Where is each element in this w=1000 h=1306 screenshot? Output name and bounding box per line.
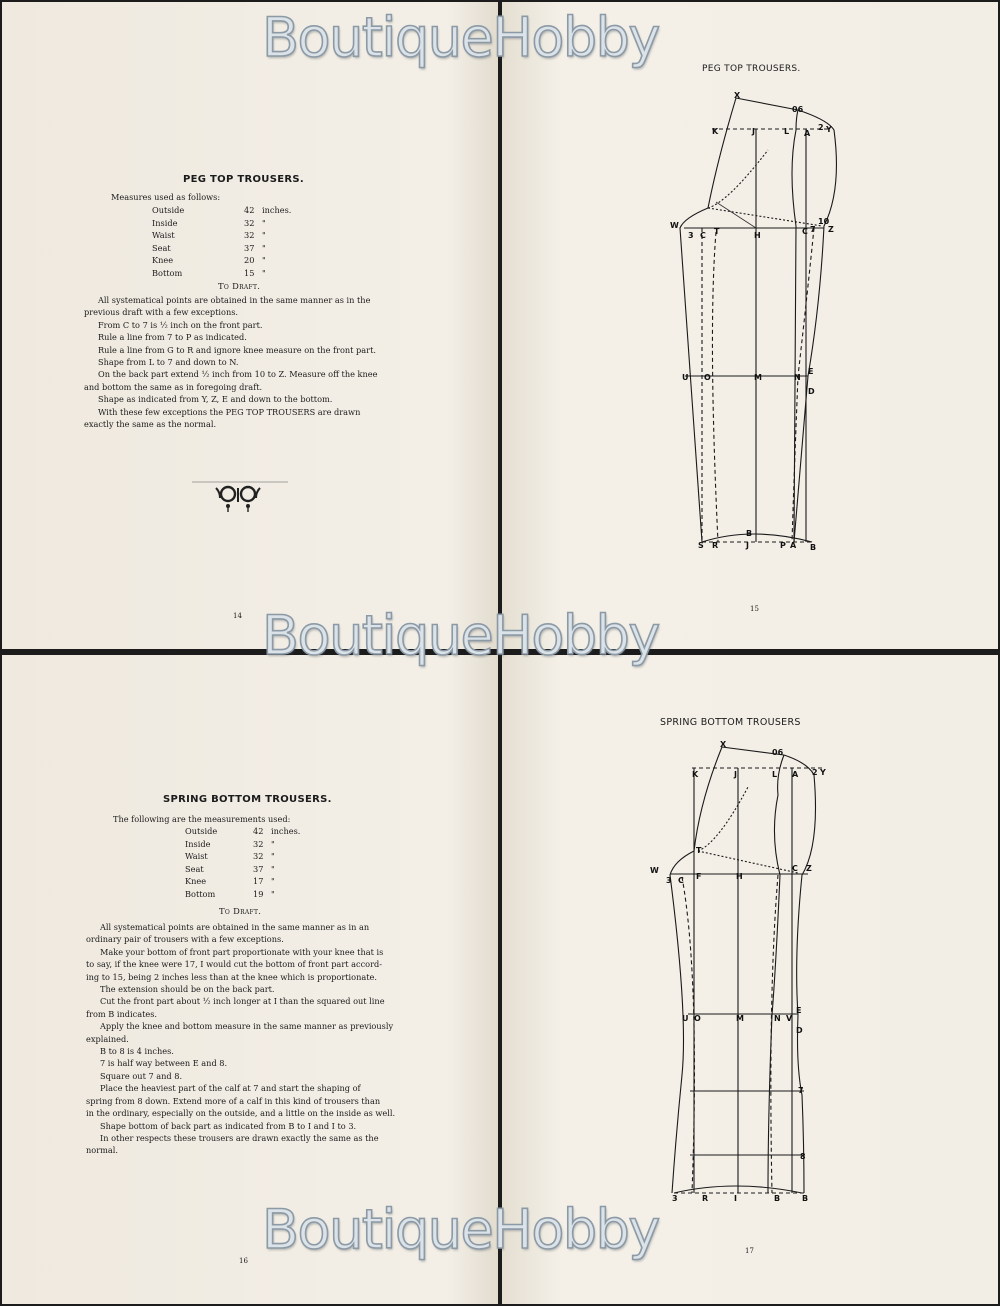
diagram-label: V [786,1014,793,1023]
diagram-label: 7 [798,1086,804,1095]
watermark: BoutiqueHobby [262,6,659,69]
page-title: SPRING BOTTOM TROUSERS. [163,794,332,805]
measure-row: Knee 20 " [152,255,266,266]
diagram-label: U [682,373,689,382]
diagram-label: 3 [688,231,694,240]
diagram-label: D [808,387,815,396]
diagram-label: B [810,543,817,552]
draft-subtitle: To Draft. [219,906,262,916]
draft-instructions: All systematical points are obtained in the same manner as in an ordinary pair of trousers with a few exceptions. Make your bottom of front part proportionate with your knee that is to say, if the knee were 17, I would cut the bottom of front part accord- ing to 15, being 2 inches less than at the knee which is proportionate. The extension should be on the back part. Cut the front part about ½ inch longer at I than the squared out line from B indicates. Apply the knee and bottom measure in the same manner as previously explained. B to 8 is 4 inches. 7 is half way between E and 8. Square out 7 and 8. Place the heaviest part of the calf at 7 and start the shaping of spring from 8 down. Extend more of a calf in this kind of trousers than in the ordinary, especially on the outside, and a little on the inside as well. Shape bottom of back part as indicated from B to I and I to 3. In other respects these trousers are drawn exactly the same as the normal. [86,922,396,1156]
diagram-label: U [682,1014,689,1023]
diagram-label: B [802,1194,809,1203]
page-title: PEG TOP TROUSERS. [702,64,801,74]
diagram-label: K [712,127,719,136]
draft-subtitle: To Draft. [218,281,261,291]
diagram-label: D [796,1026,803,1035]
diagram-label: N [794,373,801,382]
diagram-label: C [792,864,798,873]
measures-intro: The following are the measurements used: [113,814,291,824]
measures-table [152,204,302,280]
measure-row: Bottom 19 " [185,888,275,899]
diagram-label: T [696,846,702,855]
diagram-label: 10 [818,217,830,226]
diagram-label: 2 [812,768,818,777]
diagram-label: C [802,227,808,236]
diagram-label: 7 [810,225,816,234]
diagram-label: R [702,1194,709,1203]
diagram-label: J [734,770,737,779]
page-15 [502,2,998,649]
diagram-label: T [714,227,720,236]
page-14 [2,2,498,649]
diagram-label: O [704,373,711,382]
diagram-label: N [774,1014,781,1023]
diagram-label: K [692,770,699,779]
page-number: 14 [233,612,242,620]
diagram-label: H [754,231,761,240]
diagram-label: L [784,127,790,136]
watermark: BoutiqueHobby [262,604,659,667]
diagram-label: W [670,221,679,230]
diagram-label: Y [826,125,832,134]
measure-row: Inside 32 " [152,217,266,228]
measure-row: Bottom 15 " [152,267,266,278]
diagram-label: X [720,740,727,749]
diagram-label: R [712,541,719,550]
ornament-icon [190,478,290,518]
diagram-label: S [698,541,704,550]
diagram-label: M [754,373,762,382]
draft-instructions: All systematical points are obtained in the same manner as in the previous draft with a few exceptions. From C to 7 is ½ inch on the front part. Rule a line from 7 to P as indicated. Rule a line from G to R and ignore knee measure on the front part. Shape from L to 7 and down to N. On the back part extend ½ inch from 10 to Z. Measure off the knee and bottom the same as in foregoing draft. Shape as indicated from Y, Z, E and down to the bottom. With these few exceptions the PEG TOP TROUSERS are drawn exactly the same as the normal. [84,295,378,430]
diagram-label: C [700,231,706,240]
measure-row: Waist 32 " [152,230,266,241]
diagram-label: 06 [792,105,804,114]
page-number: 15 [750,605,759,613]
page-title: PEG TOP TROUSERS. [183,174,304,185]
measure-row: Outside 42 inches. [185,826,301,836]
peg-top-pattern-diagram [502,2,998,649]
diagram-label: F [696,872,702,881]
measure-row: Knee 17 " [185,876,275,887]
page-number: 17 [745,1247,754,1255]
diagram-label: E [796,1006,802,1015]
diagram-label: O [694,1014,701,1023]
diagram-label: E [808,367,814,376]
diagram-label: M [736,1014,744,1023]
diagram-label: 3 [672,1194,678,1203]
measure-row: Waist 32 " [185,851,275,862]
diagram-label: A [790,541,797,550]
page-number: 16 [239,1257,248,1265]
measure-row: Outside 42 inches. [152,205,292,215]
diagram-label: C [678,876,684,885]
watermark: BoutiqueHobby [262,1198,659,1261]
diagram-label: A [804,129,811,138]
diagram-label: J [752,127,755,136]
diagram-label: L [772,770,778,779]
diagram-label: A [792,770,799,779]
diagram-label: P [780,541,786,550]
measure-row: Inside 32 " [185,838,275,849]
page-title: SPRING BOTTOM TROUSERS [660,717,801,728]
diagram-label: Z [828,225,834,234]
diagram-label: X [734,91,741,100]
measures-table [185,825,311,901]
diagram-label: 8 [800,1152,806,1161]
diagram-label: Z [806,864,812,873]
diagram-label: J [746,541,749,550]
diagram-label: 3 [666,876,672,885]
diagram-label: Y [820,768,826,777]
diagram-label: H [736,872,743,881]
diagram-label: B [746,529,753,538]
measure-row: Seat 37 " [152,242,266,253]
diagram-label: W [650,866,659,875]
measure-row: Seat 37 " [185,863,275,874]
measures-intro: Measures used as follows: [111,192,221,202]
diagram-label: B [774,1194,781,1203]
diagram-label: I [734,1194,737,1203]
diagram-label: 06 [772,748,784,757]
diagram-label: 2 [818,123,824,132]
